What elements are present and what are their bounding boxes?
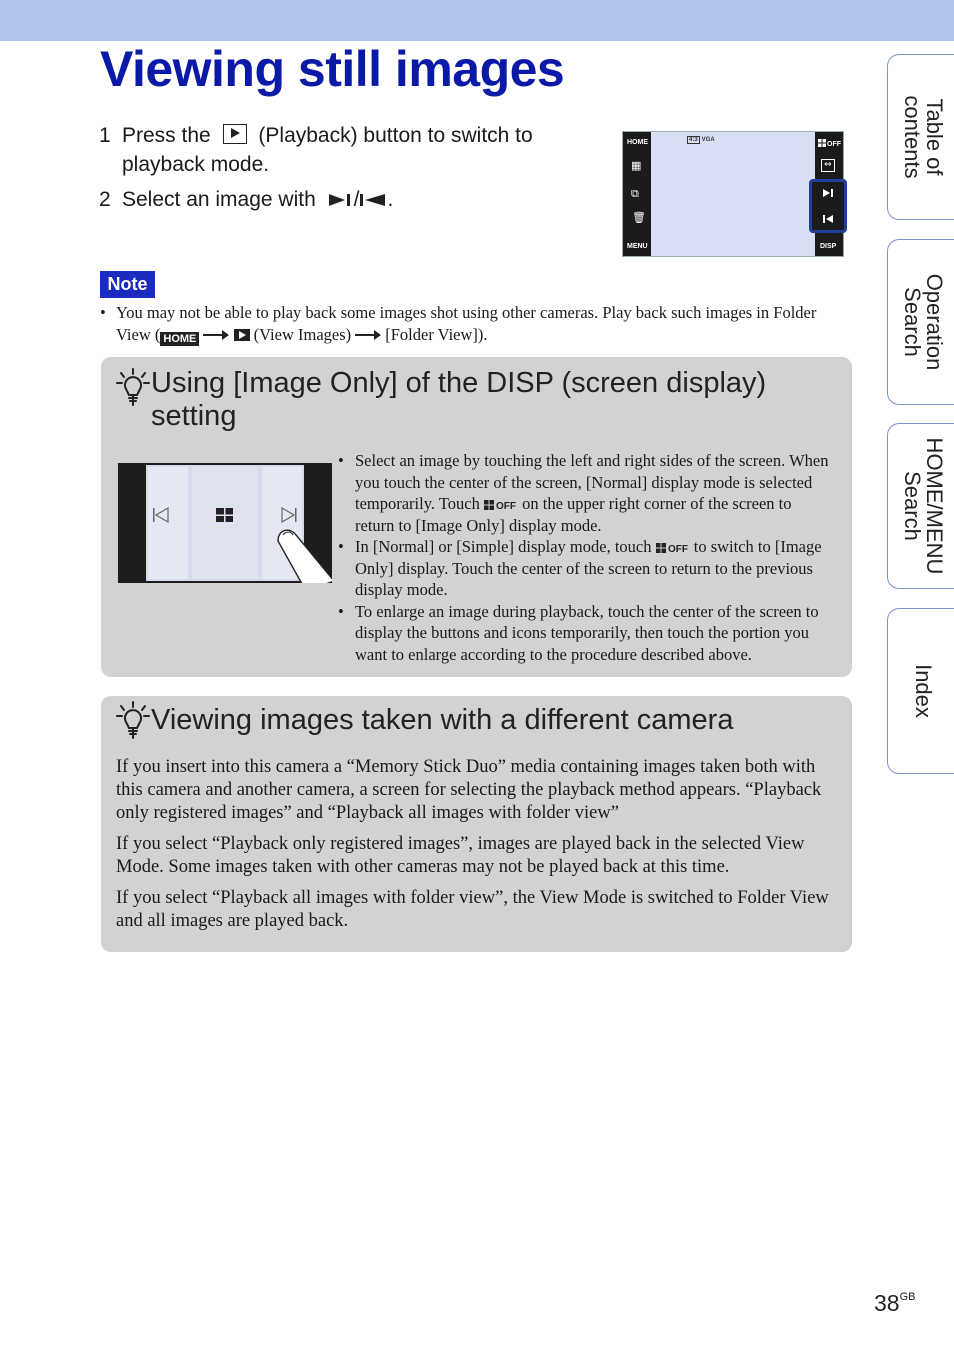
step-text: Press the [122, 124, 211, 147]
delete-icon: 🗑 [632, 211, 646, 224]
index-icon [216, 508, 233, 522]
list-item: • In [Normal] or [Simple] display mode, touch OFF to switch to [Image Only] display. Touch the center of the screen to return to the previous display mode. [338, 537, 822, 599]
tab-index[interactable] [887, 608, 954, 774]
section-title: Viewing images taken with a different camera [151, 704, 734, 736]
arrow-icon [355, 334, 379, 336]
step-text: . [387, 188, 394, 211]
section1-bullets [338, 450, 833, 665]
page-number: $38^{GB}$ [874, 1290, 916, 1316]
step-text: (Playback) button to switch to playback mode. [122, 124, 533, 176]
menu-label: MENU [627, 243, 648, 250]
top-bar [0, 0, 954, 41]
touch-screen-illustration [118, 463, 332, 583]
paragraph: If you select “Playback only registered images”, images are played back in the selected View Mode. Some images taken with other cameras may not be played back at this time. [116, 834, 805, 877]
tab-label: Table of contents [899, 95, 947, 179]
off-icon [818, 138, 842, 148]
tab-operation-search[interactable] [887, 239, 954, 405]
svg-text:OFF: OFF [667, 544, 688, 554]
image-size-info [687, 137, 715, 143]
zoom-icon: ⇔ [821, 159, 835, 172]
tab-home-menu-search[interactable] [887, 423, 954, 589]
page-title: Viewing still images [100, 41, 565, 97]
off-icon [484, 499, 518, 511]
note-bullet: • You may not be able to play back some images shot using other cameras. Play back such images in Folder View ( HOME (View Images) [Folder View]). [100, 303, 817, 345]
off-icon [656, 542, 690, 554]
list-item: • Select an image by touching the left and right sides of the screen. When you touch the center of the screen, [Normal] display mode is selected temporarily. Touch OFF on the upper right corner of the screen to return to [Image Only] display mode. [338, 451, 829, 535]
list-item: • To enlarge an image during playback, touch the center of the screen to display the buttons and icons temporarily, then touch the portion you want to enlarge according to the procedure described above. [338, 601, 819, 664]
hint-icon [116, 700, 150, 740]
index-icon: ▦ [631, 159, 642, 172]
hint-box-image-only [101, 357, 852, 677]
note-text [100, 302, 830, 346]
svg-text:OFF: OFF [827, 141, 841, 148]
paragraph: If you insert into this camera a “Memory Stick Duo” media containing images taken both with this camera and another camera, a screen for selecting the playback method appears. “Playback only registered images” and “Playback all images with folder view” [116, 757, 822, 823]
vga-label: VGA [701, 137, 715, 143]
home-icon: HOME [160, 332, 199, 346]
step-2 [99, 185, 599, 214]
page-suffix: GB [899, 1291, 916, 1303]
playback-icon [223, 124, 247, 144]
hint-box-different-camera [101, 696, 852, 952]
note-badge: Note [100, 271, 155, 298]
note-text-part: (View Images) [253, 325, 352, 344]
step-separator: / [353, 188, 360, 211]
svg-text:OFF: OFF [495, 501, 516, 511]
next-icon [328, 191, 354, 209]
arrow-icon [203, 334, 227, 336]
section2-body [116, 756, 836, 941]
disp-label: DISP [820, 243, 837, 250]
paragraph: If you select “Playback all images with folder view”, the View Mode is switched to Folder View and all images are played back. [116, 888, 829, 931]
step-number: 2 [99, 188, 111, 211]
section-title: Using [Image Only] of the DISP (screen display) setting [151, 367, 767, 432]
camera-screen [622, 131, 844, 257]
view-images-icon [234, 329, 250, 341]
hint-icon [116, 367, 150, 407]
step-number: 1 [99, 124, 111, 147]
next-icon [822, 188, 834, 198]
previous-icon [822, 214, 834, 224]
note-text-part: [Folder View]). [385, 325, 488, 344]
tab-label: HOME/MENU Search [899, 437, 947, 575]
camera-left-panel [623, 132, 651, 256]
steps-list [99, 121, 599, 220]
nav-buttons-highlight [809, 179, 847, 233]
step-text: Select an image with [122, 188, 316, 211]
step-1 [99, 121, 599, 179]
aspect-ratio: 4:3 [689, 137, 698, 143]
tab-label: Index [910, 664, 936, 718]
tab-label: Operation Search [899, 273, 947, 371]
tab-table-of-contents[interactable] [887, 54, 954, 220]
previous-icon [359, 191, 387, 209]
home-label: HOME [627, 139, 648, 146]
rotate-icon: ⧉ [631, 187, 639, 200]
note-text-part: You may not be able to play back some images shot using other cameras. Play back such images in Folder View ( [116, 303, 817, 344]
